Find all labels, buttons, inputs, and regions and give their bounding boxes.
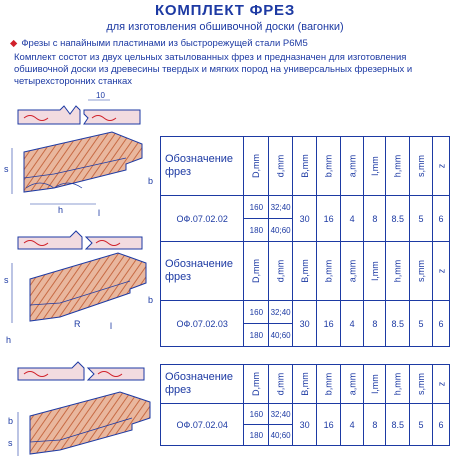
col-b: b,mm (323, 372, 334, 396)
material-note-text: Фрезы с напайными пластинами из быстрорежущей стали Р6М5 (21, 38, 308, 49)
spec-table-2 (160, 241, 450, 347)
dim-h: h (58, 205, 64, 215)
page-subtitle: для изготовления обшивочной доски (вагонки) (106, 21, 344, 33)
col-d: d,mm (275, 154, 286, 178)
cell-B: 30 (292, 301, 317, 347)
col-s: s,mm (415, 155, 426, 177)
col-D: D,mm (251, 259, 262, 283)
dim-b: b (148, 176, 154, 186)
cell-d: 40;60 (269, 219, 293, 242)
cell-l: 8 (364, 196, 386, 242)
cutter-set-section-1 (0, 88, 450, 235)
cell-z: 6 (432, 196, 449, 242)
dim-R: R (74, 319, 81, 329)
cell-D: 180 (244, 425, 269, 446)
col-z: z (435, 163, 446, 169)
cell-a: 4 (340, 301, 364, 347)
dim-l: l (110, 321, 112, 331)
col-s: s,mm (415, 260, 426, 282)
col-d: d,mm (275, 259, 286, 283)
cell-d: 32;40 (269, 301, 293, 324)
dim-b: b (148, 295, 154, 305)
cell-D: 180 (244, 324, 269, 347)
col-z: z (435, 381, 446, 387)
col-B: B,mm (299, 259, 310, 283)
col-B: B,mm (299, 154, 310, 178)
col-h: h,mm (392, 372, 403, 396)
dim-top: 10 (96, 91, 105, 100)
col-b: b,mm (323, 154, 334, 178)
designation-header: Обозначение фрез (161, 137, 244, 196)
cell-s: 5 (409, 404, 432, 446)
cell-a: 4 (340, 196, 364, 242)
cell-b: 16 (317, 196, 341, 242)
dim-s: s (8, 438, 13, 448)
col-D: D,mm (251, 372, 262, 396)
cell-z: 6 (432, 404, 449, 446)
col-h: h,mm (392, 154, 403, 178)
cell-h: 8.5 (386, 301, 410, 347)
cutter-set-section-2 (0, 223, 450, 356)
cutter-code: ОФ.07.02.02 (161, 196, 244, 242)
designation-header: Обозначение фрез (161, 242, 244, 301)
cell-d: 40;60 (269, 425, 293, 446)
cell-h: 8.5 (386, 404, 410, 446)
cell-h: 8.5 (386, 196, 410, 242)
cutter-code: ОФ.07.02.03 (161, 301, 244, 347)
profile-drawing-2 (0, 223, 160, 356)
page-title: КОМПЛЕКТ ФРЕЗ (154, 2, 296, 19)
col-l: l,mm (369, 261, 380, 281)
dim-b: b (8, 416, 14, 426)
dim-s: s (4, 164, 9, 174)
description: Комплект состот из двух цельных затылованных фрез и предназначен для изготовления обшивочной доски из древесины твердых и мягких пород на универсальных фрезерных и четырехсторонних станках (14, 52, 413, 87)
col-l: l,mm (369, 374, 380, 394)
material-note (10, 38, 308, 49)
cell-B: 30 (292, 196, 317, 242)
col-h: h,mm (392, 259, 403, 283)
cell-B: 30 (292, 404, 317, 446)
cell-D: 180 (244, 219, 269, 242)
cell-a: 4 (340, 404, 364, 446)
designation-header: Обозначение фрез (161, 365, 244, 404)
cell-s: 5 (409, 196, 432, 242)
cell-z: 6 (432, 301, 449, 347)
bullet-icon: ◆ (10, 38, 18, 49)
dim-l: l (98, 208, 100, 218)
cutter-set-section-3 (0, 358, 450, 457)
cell-D: 160 (244, 301, 269, 324)
cell-d: 40;60 (269, 324, 293, 347)
col-a: a,mm (347, 372, 358, 396)
cell-b: 16 (317, 404, 341, 446)
col-a: a,mm (347, 154, 358, 178)
col-s: s,mm (415, 373, 426, 395)
profile-drawing-3 (0, 358, 160, 457)
cutter-code: ОФ.07.02.04 (161, 404, 244, 446)
cell-l: 8 (364, 301, 386, 347)
cell-d: 32;40 (269, 196, 293, 219)
cell-s: 5 (409, 301, 432, 347)
cell-l: 8 (364, 404, 386, 446)
cell-d: 32;40 (269, 404, 293, 425)
col-d: d,mm (275, 372, 286, 396)
spec-table-3 (160, 364, 450, 446)
cell-b: 16 (317, 301, 341, 347)
cell-D: 160 (244, 404, 269, 425)
dim-h: h (6, 335, 12, 345)
col-B: B,mm (299, 372, 310, 396)
cell-D: 160 (244, 196, 269, 219)
col-a: a,mm (347, 259, 358, 283)
col-b: b,mm (323, 259, 334, 283)
col-D: D,mm (251, 154, 262, 178)
col-l: l,mm (369, 156, 380, 176)
dim-s: s (4, 275, 9, 285)
profile-drawing-1 (0, 88, 160, 221)
col-z: z (435, 268, 446, 274)
